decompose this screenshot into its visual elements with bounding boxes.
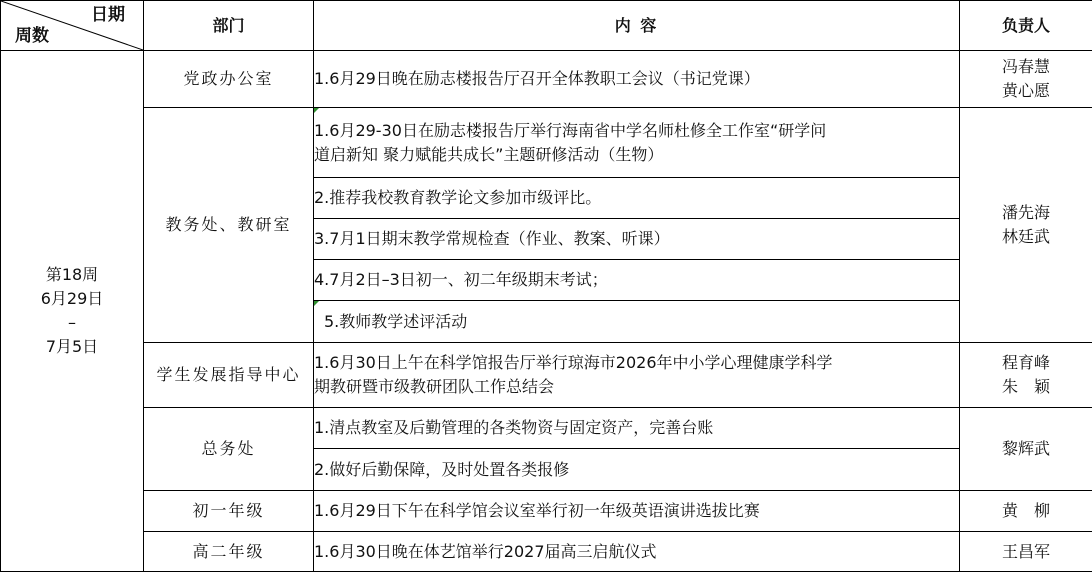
- owner-name: 潘先海: [960, 201, 1092, 225]
- cell-corner-mark: [314, 301, 319, 306]
- owner-general-affairs: [960, 408, 1092, 491]
- content-text: 1.6月30日晚在体艺馆举行2027届高三启航仪式: [314, 542, 657, 561]
- owner-party-office: [960, 51, 1092, 108]
- content-general-affairs-2: [314, 449, 960, 491]
- dept-general-affairs: 总务处: [144, 408, 314, 491]
- header-content: 内 容: [314, 1, 960, 51]
- content-text: 1.清点教室及后勤管理的各类物资与固定资产，完善台账: [314, 418, 713, 437]
- week-number: 第18周: [1, 263, 143, 287]
- owner-name: 朱 颖: [960, 375, 1092, 399]
- header-week-label: 周数: [15, 24, 49, 48]
- content-text: 道启新知 聚力赋能共成长”主题研修活动（生物）: [314, 143, 959, 167]
- content-text: 1.6月30日上午在科学馆报告厅举行琼海市2026年中小学心理健康学科学: [314, 351, 959, 375]
- content-student-center-1: [314, 343, 960, 408]
- dept-grade7: 初一年级: [144, 491, 314, 532]
- owner-name: 黎辉武: [960, 437, 1092, 461]
- table-row: [1, 408, 1092, 449]
- week-cell: [1, 51, 144, 572]
- owner-name: 林廷武: [960, 225, 1092, 249]
- content-academic-5: [314, 301, 960, 343]
- week-dash: –: [1, 311, 143, 335]
- owner-name: 黄心愿: [960, 79, 1092, 103]
- dept-academic: 教务处、教研室: [144, 108, 314, 343]
- table-row: [1, 343, 1092, 408]
- content-academic-1: [314, 108, 960, 178]
- owner-name: 程育峰: [960, 351, 1092, 375]
- owner-name: 冯春慧: [960, 55, 1092, 79]
- content-grade7-1: [314, 491, 960, 532]
- table-row: [1, 51, 1092, 108]
- owner-name: 王昌军: [960, 540, 1092, 564]
- content-grade11-1: [314, 532, 960, 572]
- content-party-office-1: [314, 51, 960, 108]
- week-start-date: 6月29日: [1, 287, 143, 311]
- owner-academic: [960, 108, 1092, 343]
- header-dept: 部门: [144, 1, 314, 51]
- table-row: [1, 532, 1092, 572]
- header-owner: 负责人: [960, 1, 1092, 51]
- content-text: 1.6月29日下午在科学馆会议室举行初一年级英语演讲选拔比赛: [314, 501, 760, 520]
- dept-grade11: 高二年级: [144, 532, 314, 572]
- content-text: 1.6月29-30日在励志楼报告厅举行海南省中学名师杜修全工作室“研学问: [314, 119, 959, 143]
- content-academic-2: [314, 178, 960, 219]
- table-row: [1, 108, 1092, 178]
- header-week-date-cell: [1, 1, 144, 51]
- content-text: 3.7月1日期末教学常规检查（作业、教案、听课）: [314, 229, 670, 248]
- content-text: 5.教师教学述评活动: [324, 312, 467, 331]
- content-text: 4.7月2日–3日初一、初二年级期末考试；: [314, 270, 608, 289]
- cell-corner-mark: [314, 108, 319, 113]
- owner-grade11: [960, 532, 1092, 572]
- table-row: [1, 491, 1092, 532]
- content-general-affairs-1: [314, 408, 960, 449]
- content-text: 2.做好后勤保障，及时处置各类报修: [314, 460, 569, 479]
- content-academic-3: [314, 219, 960, 260]
- header-date-label: 日期: [91, 3, 125, 27]
- content-text: 1.6月29日晚在励志楼报告厅召开全体教职工会议（书记党课）: [314, 69, 760, 88]
- owner-grade7: [960, 491, 1092, 532]
- week-end-date: 7月5日: [1, 335, 143, 359]
- owner-name: 黄 柳: [960, 499, 1092, 523]
- dept-party-office: 党政办公室: [144, 51, 314, 108]
- owner-student-center: [960, 343, 1092, 408]
- content-academic-4: [314, 260, 960, 301]
- content-text: 2.推荐我校教育教学论文参加市级评比。: [314, 188, 601, 207]
- content-text: 期教研暨市级教研团队工作总结会: [314, 375, 959, 399]
- header-row: [1, 1, 1092, 51]
- dept-student-center: 学生发展指导中心: [144, 343, 314, 408]
